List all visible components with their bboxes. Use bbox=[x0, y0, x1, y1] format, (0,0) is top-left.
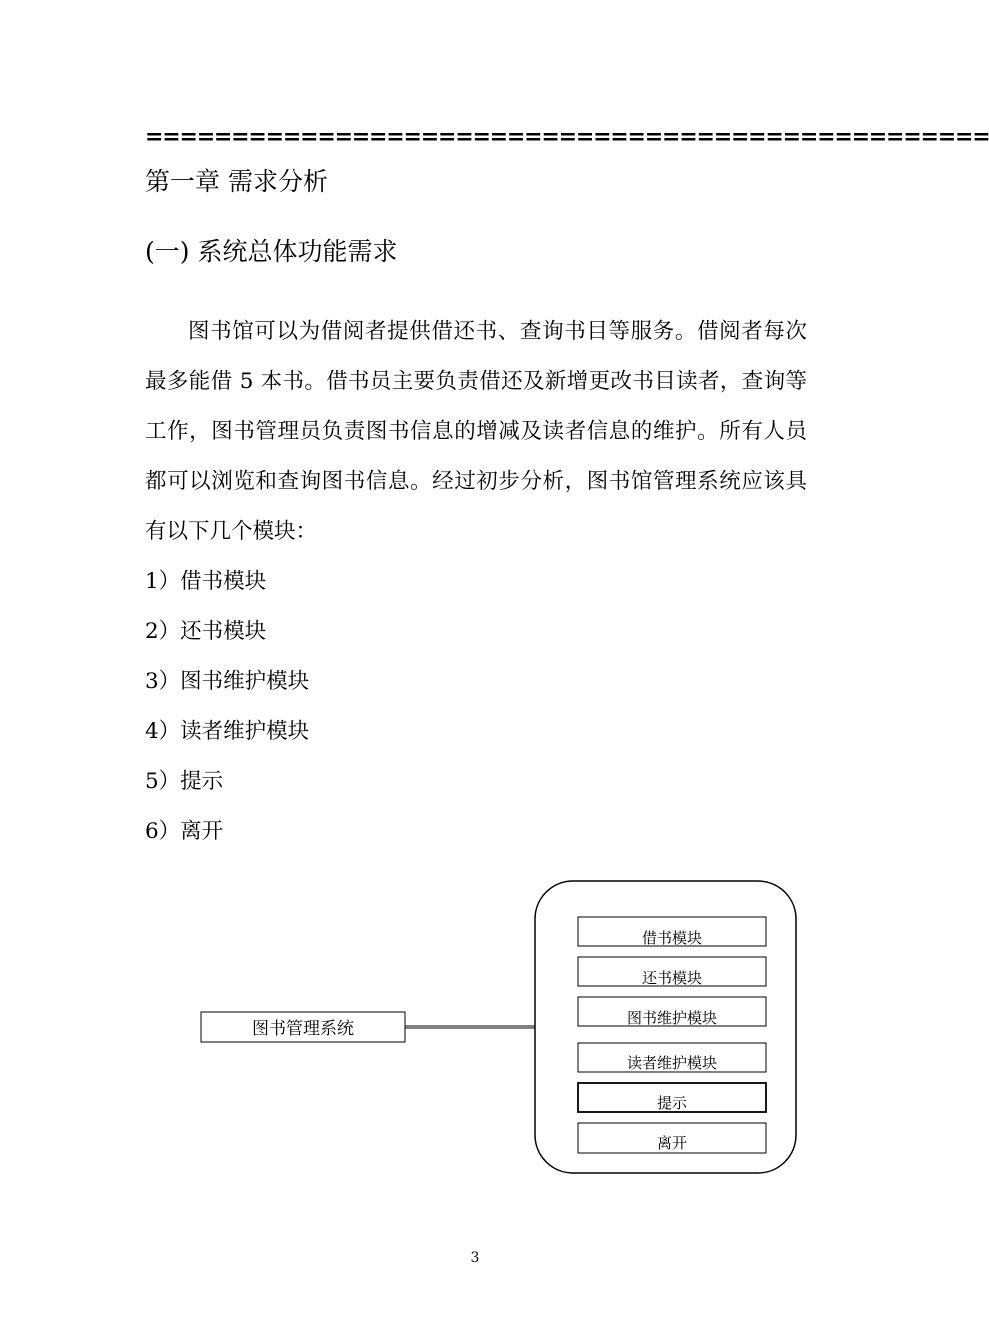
module-box-label: 借书模块 bbox=[641, 929, 703, 947]
page-number: 3 bbox=[470, 1250, 480, 1266]
system-box-label: 图书管理系统 bbox=[252, 1019, 354, 1039]
module-box-label: 还书模块 bbox=[641, 969, 703, 987]
chapter-title: 第一章 需求分析 bbox=[145, 167, 328, 196]
body-text bbox=[145, 307, 807, 857]
module-box-label: 离开 bbox=[656, 1134, 688, 1152]
list-item: 5）提示 bbox=[145, 769, 224, 794]
module-box-label: 提示 bbox=[656, 1094, 688, 1112]
module-box-label: 图书维护模块 bbox=[626, 1009, 718, 1027]
list-item: 2）还书模块 bbox=[145, 619, 267, 644]
list-item: 6）离开 bbox=[145, 819, 224, 844]
module-box-label: 读者维护模块 bbox=[626, 1054, 718, 1072]
list-item: 3）图书维护模块 bbox=[145, 669, 310, 694]
module-diagram bbox=[0, 860, 950, 1200]
intro-paragraph: 图书馆可以为借阅者提供借还书、查询书目等服务。借阅者每次最多能借 5 本书。借书员主要负责借还及新增更改书目读者，查询等工作，图书管理员负责图书信息的增减及读者信息的维护。所有人员都可以浏览和查询图书信息。经过初步分析，图书馆管理系统应该具有以下几个模块： bbox=[145, 319, 807, 544]
separator-line: ================================================= bbox=[145, 124, 989, 150]
section-title: (一) 系统总体功能需求 bbox=[145, 237, 398, 266]
list-item: 4）读者维护模块 bbox=[145, 719, 310, 744]
list-item: 1）借书模块 bbox=[145, 569, 267, 594]
